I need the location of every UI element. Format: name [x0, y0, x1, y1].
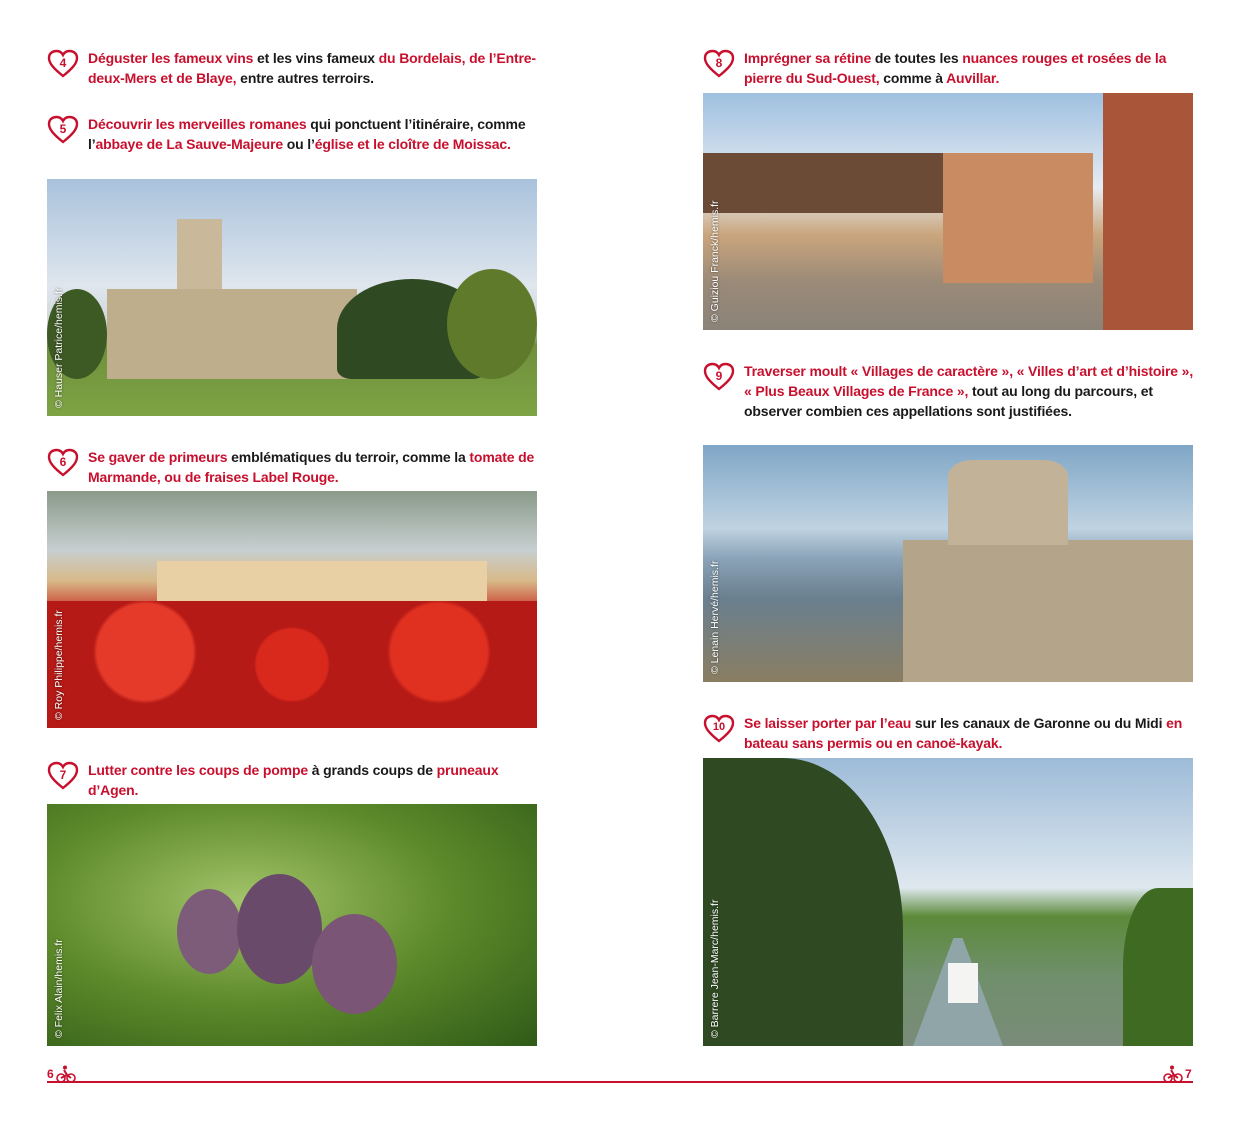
item-text [88, 114, 543, 154]
heart-number-icon: 6 [47, 447, 79, 479]
body-text: qui ponctuent l’itinéraire, comme l’ [88, 116, 526, 152]
highlight-text: Lutter contre les coups de pompe [88, 762, 309, 778]
page-number-left: 6 [47, 1067, 54, 1081]
body-text: entre autres terroirs. [236, 70, 374, 86]
photo-credit: © Felix Alain/hemis.fr [53, 939, 65, 1038]
item-8 [703, 48, 1199, 88]
heart-number-icon: 8 [703, 48, 735, 80]
item-5 [47, 114, 543, 154]
cyclist-icon [1163, 1065, 1183, 1083]
item-text [88, 760, 543, 800]
highlight-text: Se laisser porter par l’eau [744, 715, 912, 731]
item-text [88, 48, 543, 88]
item-9 [703, 361, 1199, 421]
item-7 [47, 760, 543, 800]
highlight-text: tomate de Marmande, ou de fraises Label Rouge. [88, 449, 535, 485]
photo-credit: © Hauser Patrice/hemis.fr [53, 287, 65, 408]
highlight-text: Traverser moult « Villages de caractère », « Villes d’art et d’histoire », « Plus Beaux Villages de France », [744, 363, 1194, 399]
body-text: comme à [879, 70, 947, 86]
highlight-text: en bateau sans permis ou en canoë-kayak. [744, 715, 1183, 751]
highlight-text: Imprégner sa rétine [744, 50, 872, 66]
photo-abbey [47, 179, 537, 416]
heart-number-icon: 9 [703, 361, 735, 393]
highlight-text: nuances rouges et rosées de la pierre du Sud-Ouest, [744, 50, 1167, 86]
highlight-text: abbaye de La Sauve-Majeure [95, 136, 283, 152]
body-text: et les vins fameux [253, 50, 379, 66]
highlight-text: Se gaver de primeurs [88, 449, 228, 465]
item-text [744, 48, 1199, 88]
highlight-text: Auvillar. [946, 70, 1000, 86]
body-text: à grands coups de [308, 762, 437, 778]
highlight-text: église et le cloître de Moissac. [314, 136, 511, 152]
photo-credit: © Barrere Jean-Marc/hemis.fr [709, 899, 721, 1038]
body-text: sur les canaux de Garonne ou du Midi [911, 715, 1167, 731]
photo-credit: © Roy Philippe/hemis.fr [53, 610, 65, 720]
item-6 [47, 447, 543, 487]
item-text [744, 361, 1199, 421]
photo-auvillar [703, 93, 1193, 330]
highlight-text: du Bordelais, de l’Entre-deux-Mers et de Blaye, [88, 50, 536, 86]
photo-plums [47, 804, 537, 1046]
photo-talmont [703, 445, 1193, 682]
body-text: tout au long du parcours, et observer combien ces appellations sont justifiées. [744, 383, 1153, 419]
body-text: ou l’ [283, 136, 315, 152]
body-text: de toutes les [871, 50, 963, 66]
heart-number-icon: 4 [47, 48, 79, 80]
heart-number-icon: 5 [47, 114, 79, 146]
item-10 [703, 713, 1199, 753]
heart-number-icon: 7 [47, 760, 79, 792]
cyclist-icon [56, 1065, 76, 1083]
photo-credit: © Guiziou Franck/hemis.fr [709, 200, 721, 322]
photo-strawberries [47, 491, 537, 728]
page-number-right: 7 [1185, 1067, 1192, 1081]
item-4 [47, 48, 543, 88]
footer-rule [47, 1081, 1193, 1083]
highlight-text: pruneaux d’Agen. [88, 762, 499, 798]
highlight-text: Déguster les fameux vins [88, 50, 254, 66]
highlight-text: Découvrir les merveilles romanes [88, 116, 307, 132]
item-text [744, 713, 1199, 753]
item-text [88, 447, 543, 487]
photo-canal [703, 758, 1193, 1046]
body-text: emblématiques du terroir, comme la [227, 449, 470, 465]
heart-number-icon: 10 [703, 713, 735, 745]
photo-credit: © Lenain Hervé/hemis.fr [709, 560, 721, 674]
